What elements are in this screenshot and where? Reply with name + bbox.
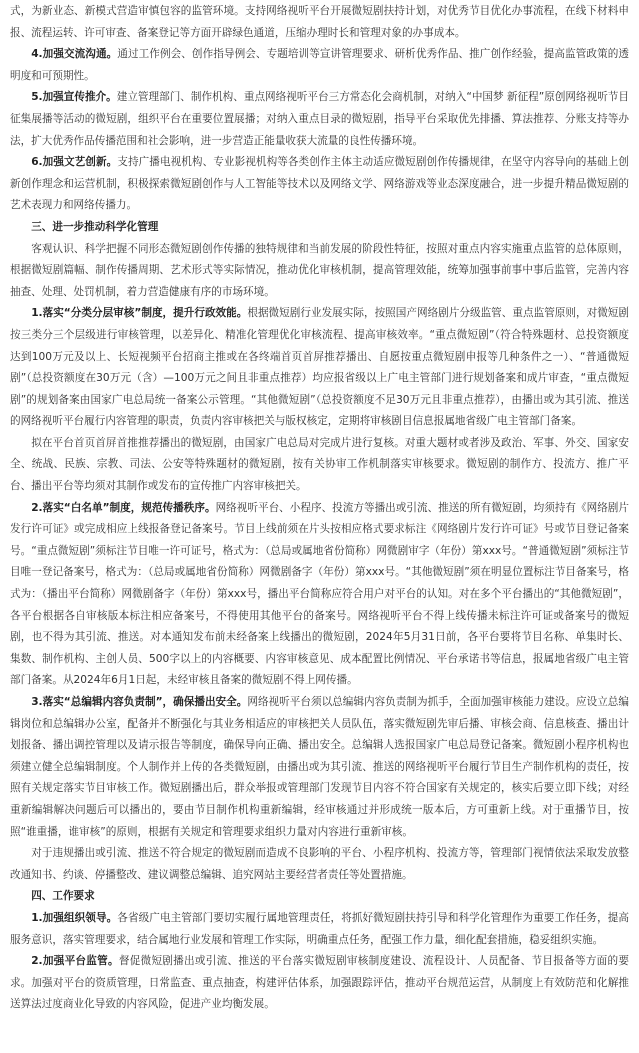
tiered-review-lead: 1.落实“分类分层审核”制度，提升行政效能。 — [31, 307, 248, 320]
exchange-lead: 4.加强交流沟通。 — [31, 48, 118, 61]
promotion-text: 建立管理部门、制作机构、重点网络视听平台三方常态化会商机制，对纳入“中国梦 新征程”原创网络视听节目征集展播等活动的微短剧，组织平台在重要位置展播；对纳入重点目录的微短剧，指导平台采取优先排播、算法推荐、分账支持等办法，扩大优秀作品传播范围和社会影响，进一步营造正能量收获大流量的良性传播环境。 — [10, 91, 629, 147]
whitelist-text: 网络视听平台、小程序、投流方等播出或引流、推送的所有微短剧，均须持有《网络剧片发行许可证》或完成相应上线报备登记备案号。节目上线前须在片头按相应格式要求标注《网络剧片发行许可证》号或节目登记备案号。“重点微短剧”须标注节目唯一许可证号，格式为：（总局或属地省份简称）网微剧审字（年份）第xxx号。“普通微短剧”须标注节目唯一登记备案号，格式为：（总局或属地省份简称）网微剧备字（年份）第xxx号。“其他微短剧”须在明显位置标注节目备案号，格式为：（播出平台简称）网微剧备字（年份）第xxx号，播出平台简称应符合用户对平台的认知。对在多个平台播出的“其他微短剧”，各平台根据各自审核版本标注相应备案号，不得使用其他平台的备案号。网络视听平台不得上线传播未标注许可证或备案号的微短剧，也不得为其引流、推送。对本通知发布前未经备案上线播出的微短剧，2024年5月31日前，各平台要将节目名称、单集时长、集数、制作机构、主创人员、500字以上的内容概要、内容审核意见、成本配置比例情况、平台承诺书等信息，报属地省级广电主管部门备案。从2024年6月1日起，未经审核且备案的微短剧不得上网传播。 — [10, 501, 630, 687]
paragraph-editor-responsibility — [10, 692, 629, 843]
organization-lead: 1.加强组织领导。 — [31, 911, 118, 924]
organization-text: 各省级广电主管部门要切实履行属地管理责任，将抓好微短剧扶持引导和科学化管理作为重要工作任务，提高服务意识，落实管理要求，结合属地行业发展和管理工作实际，明确重点任务，配强工作力量，细化配套措施，稳妥组织实施。 — [10, 911, 629, 946]
innovation-text: 支持广播电视机构、专业影视机构等各类创作主体主动适应微短剧创作传播规律，在坚守内容导向的基础上创新创作理念和运营机制，积极探索微短剧创作与人工智能等技术以及网络文学、网络游戏等业态深度融合，进一步提升精品微短剧的艺术表现力和网络传播力。 — [10, 156, 629, 212]
paragraph-promotion — [10, 87, 629, 152]
paragraph-homepage-review: 拟在平台首页首屏首推推荐播出的微短剧，由国家广电总局对完成片进行复核。对重大题材或者涉及政治、军事、外交、国家安全、统战、民族、宗教、司法、公安等特殊题材的微短剧，按有关协审工作机制落实审核要求。微短剧的制作方、投流方、推广平台、播出平台等均须对其制作或发布的宣传推广内容审核把关。 — [10, 436, 629, 493]
tiered-review-text: 根据微短剧行业发展实际，按照国产网络剧片分级监管、重点监管原则，对微短剧按三类分三个层级进行审核管理，以差异化、精准化管理优化审核流程、提高审核效率。“重点微短剧”（符合特殊题材、总投资额度达到100万元及以上、长短视频平台招商主推或在各终端首页首屏推荐播出、自愿按重点微短剧申报等几种条件之一）、“普通微短剧”（总投资额度在30万元（含）—100万元之间且非重点推荐）均应报省级以上广电主管部门进行规划备案和成片审查，“重点微短剧”的规划备案由国家广电总局统一备案公示管理。“其他微短剧”（总投资额度不足30万元且非重点推荐），由播出或为其引流、推送的网络视听平台履行内容管理的职责，负责内容审核把关与版权核定，定期将审核剧目信息报属地省级广电主管部门备案。 — [10, 307, 629, 428]
promotion-lead: 5.加强宣传推介。 — [31, 91, 117, 104]
paragraph-whitelist — [10, 498, 629, 692]
exchange-text: 通过工作例会、创作指导例会、专题培训等宣讲管理要求、研析优秀作品、推广创作经验，提高监管政策的透明度和可预期性。 — [10, 48, 629, 82]
editor-responsibility-text: 网络视听平台须以总编辑内容负责制为抓手，全面加强审核能力建设。应设立总编辑岗位和总编辑办公室，配备并不断强化与其业务相适应的审核把关人员队伍，落实微短剧先审后播、审核会商、信息核查、播出计划报备、播出调控管理以及请示报告等制度，确保导向正确、播出安全。总编辑人选报国家广电总局登记备案。微短剧小程序机构也须建立健全总编辑制度。个人制作并上传的各类微短剧，由播出或为其引流、推送的网络视听平台履行节目生产制作机构的责任，按照有关规定落实节目审核工作。微短剧播出后，群众举报或管理部门发现节目内容不符合国家有关规定的，核实后要立即下线；对经重新编辑解决问题后可以播出的，要由节目制作机构重新编辑，经审核通过并形成统一版本后，方可重新上线。对于重播节目，按照“谁重播，谁审核”的原则，根据有关规定和管理要求组织力量对内容进行重新审核。 — [10, 696, 629, 838]
paragraph-innovation — [10, 152, 629, 217]
intro-tail-paragraph: 式，为新业态、新模式营造审慎包容的监管环境。支持网络视听平台开展微短剧扶持计划，对优秀节目优化办事流程，在线下材料申报、流程运转、许可审查、备案登记等方面开辟绿色通道，压缩办理时长和管理对象的办事成本。 — [10, 5, 629, 39]
paragraph-tiered-review — [10, 303, 629, 433]
paragraph-organization — [10, 908, 629, 951]
editor-responsibility-lead: 3.落实“总编辑内容负责制”，确保播出安全。 — [31, 696, 248, 708]
section-heading-4: 四、工作要求 — [31, 890, 95, 903]
section3-intro-paragraph: 客观认识、科学把握不同形态微短剧创作传播的独特规律和当前发展的阶段性特征，按照对重点内容实施重点监管的总体原则，根据微短剧篇幅、制作传播周期、艺术形式等实际情况，推动优化审核机制，提高管理效能，统筹加强事前事中事后监管，完善内容抽查、处理、处罚机制，着力营造健康有序的市场环境。 — [10, 242, 629, 298]
whitelist-lead: 2.落实“白名单”制度，规范传播秩序。 — [31, 501, 216, 514]
platform-supervision-text: 督促微短剧播出或引流、推送的平台落实微短剧审核制度建设、流程设计、人员配备、节目报备等方面的要求。加强对平台的资质管理，日常监查、重点抽查，构建评估体系，加强跟踪评估，推动平台规范运营，从制度上有效防范和化解推送算法过度商业化导致的内容风险，促进产业均衡发展。 — [10, 955, 629, 1011]
paragraph-exchange — [10, 44, 629, 87]
section-heading-3: 三、进一步推动科学化管理 — [31, 220, 159, 233]
paragraph-violations: 对于违规播出或引流、推送不符合规定的微短剧而造成不良影响的平台、小程序机构、投流方等，管理部门视情依法采取发放整改通知书、约谈、停播整改、建议调整总编辑、追究网站主要经营者责任等处置措施。 — [10, 847, 629, 881]
innovation-lead: 6.加强文艺创新。 — [31, 156, 118, 169]
paragraph-platform-supervision — [10, 951, 629, 1016]
platform-supervision-lead: 2.加强平台监管。 — [31, 955, 119, 968]
